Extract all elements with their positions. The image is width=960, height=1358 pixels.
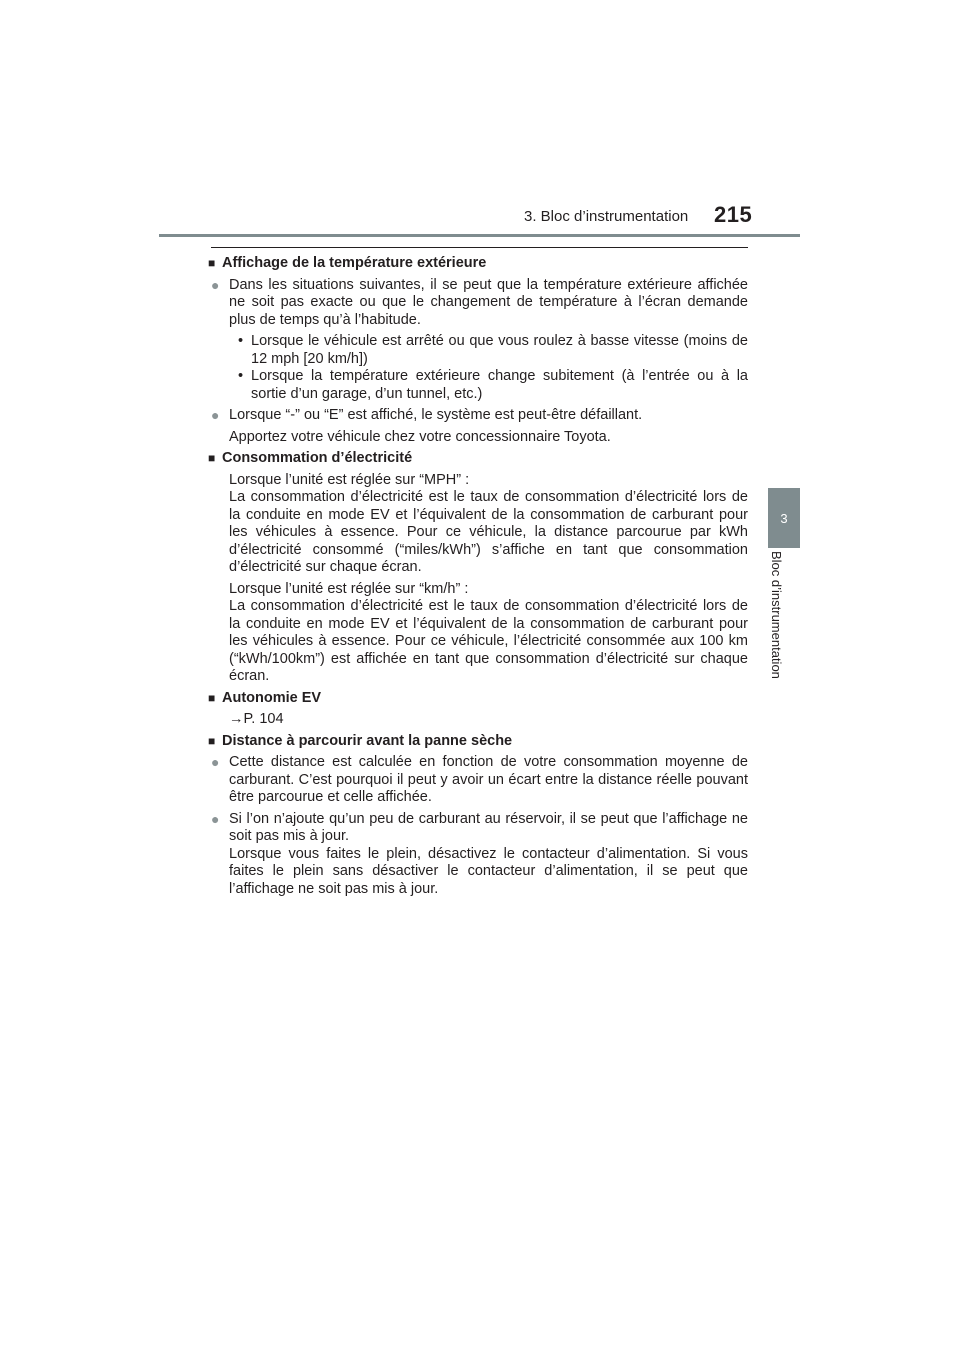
- sub-item: [238, 333, 748, 368]
- bullet-text: Si l’on n’ajoute qu’un peu de carburant au réservoir, il se peut que l’affichage ne soit pas mis à jour.: [229, 810, 748, 844]
- page-content: [208, 255, 748, 902]
- section-heading: [208, 255, 748, 273]
- paragraph-lead: Lorsque l’unité est réglée sur “km/h” :: [229, 580, 469, 597]
- sub-item-text: Lorsque la température extérieure change subitement (à l’entrée ou à la sortie d’un garage, d’un tunnel, etc.): [251, 368, 748, 402]
- bullet-item: [211, 811, 748, 899]
- bullet-text: Cette distance est calculée en fonction de votre consommation moyenne de carburant. C’est pourquoi il peut y avoir un écart entre la distance réelle pouvant être parcourue et celle affichée.: [229, 754, 748, 805]
- chapter-title: 3. Bloc d’instrumentation: [524, 208, 689, 225]
- section-title: Autonomie EV: [222, 689, 322, 706]
- paragraph-body: La consommation d’électricité est le taux de consommation d’électricité lors de la conduite en mode EV et l’équivalent de la consommation de carburant pour les véhicules à essence. Pour ce véhicule, la distance parcourue par kWh d’électricité consommé (“miles/kWh”) s’affiche en tant que consommation d’électricité sur chaque écran.: [229, 489, 748, 575]
- page-reference: →P. 104: [229, 711, 284, 727]
- header-rule: [159, 234, 800, 237]
- bullet-text: Lorsque vous faites le plein, désactivez le contacteur d’alimentation. Si vous faites le plein sans désactiver le contacteur d’alimentation, il se peut que l’affichage ne soit pas mis à jour.: [229, 845, 748, 897]
- paragraph-body: La consommation d’électricité est le taux de consommation d’électricité lors de la conduite en mode EV et l’équivalent de la consommation de carburant pour les véhicules à essence. Pour ce véhicule, l’électricité consommée aux 100 km (“kWh/100km”) est affichée en tant que consommation d’électricité sur chaque écran.: [229, 598, 748, 684]
- sub-item: [238, 368, 748, 403]
- note-text: Apportez votre véhicule chez votre concessionnaire Toyota.: [229, 428, 611, 445]
- sub-item-text: Lorsque le véhicule est arrêté ou que vous roulez à basse vitesse (moins de 12 mph [20 km/h]): [251, 333, 748, 367]
- section-rule: [211, 247, 748, 248]
- section-heading: [208, 450, 748, 468]
- sub-bullet-icon: •: [238, 368, 244, 384]
- bullet-item: [211, 407, 748, 425]
- bullet-item: [211, 277, 748, 330]
- page-number: 215: [714, 202, 753, 227]
- dot-bullet-icon: ●: [211, 407, 220, 423]
- section-title: Affichage de la température extérieure: [222, 255, 487, 271]
- dot-bullet-icon: ●: [211, 276, 220, 293]
- dot-bullet-icon: ●: [211, 754, 220, 770]
- section-title: Distance à parcourir avant la panne sèche: [222, 732, 513, 749]
- bullet-item: [211, 754, 748, 807]
- chapter-tab-label: Bloc d’instrumentation: [769, 551, 784, 679]
- paragraph: [229, 581, 748, 686]
- bullet-text: Lorsque “-” ou “E” est affiché, le système est peut-être défaillant.: [229, 407, 643, 423]
- paragraph: [229, 472, 748, 577]
- bullet-text: Dans les situations suivantes, il se peut que la température extérieure affichée ne soit pas exacte ou que le changement de température à l’écran demande plus de temps qu’à l’habitude.: [229, 276, 748, 328]
- square-bullet-icon: ■: [208, 451, 216, 465]
- section-heading: [208, 690, 748, 708]
- section-heading: [208, 733, 748, 751]
- paragraph-lead: Lorsque l’unité est réglée sur “MPH” :: [229, 471, 470, 488]
- chapter-tab-number: 3: [780, 510, 788, 526]
- chapter-tab: [768, 488, 800, 548]
- dot-bullet-icon: ●: [211, 810, 220, 827]
- square-bullet-icon: ■: [208, 733, 216, 748]
- section-title: Consommation d’électricité: [222, 450, 413, 466]
- sub-bullet-icon: •: [238, 333, 244, 349]
- square-bullet-icon: ■: [208, 256, 216, 270]
- square-bullet-icon: ■: [208, 690, 216, 705]
- bullet-text-group: [229, 811, 748, 899]
